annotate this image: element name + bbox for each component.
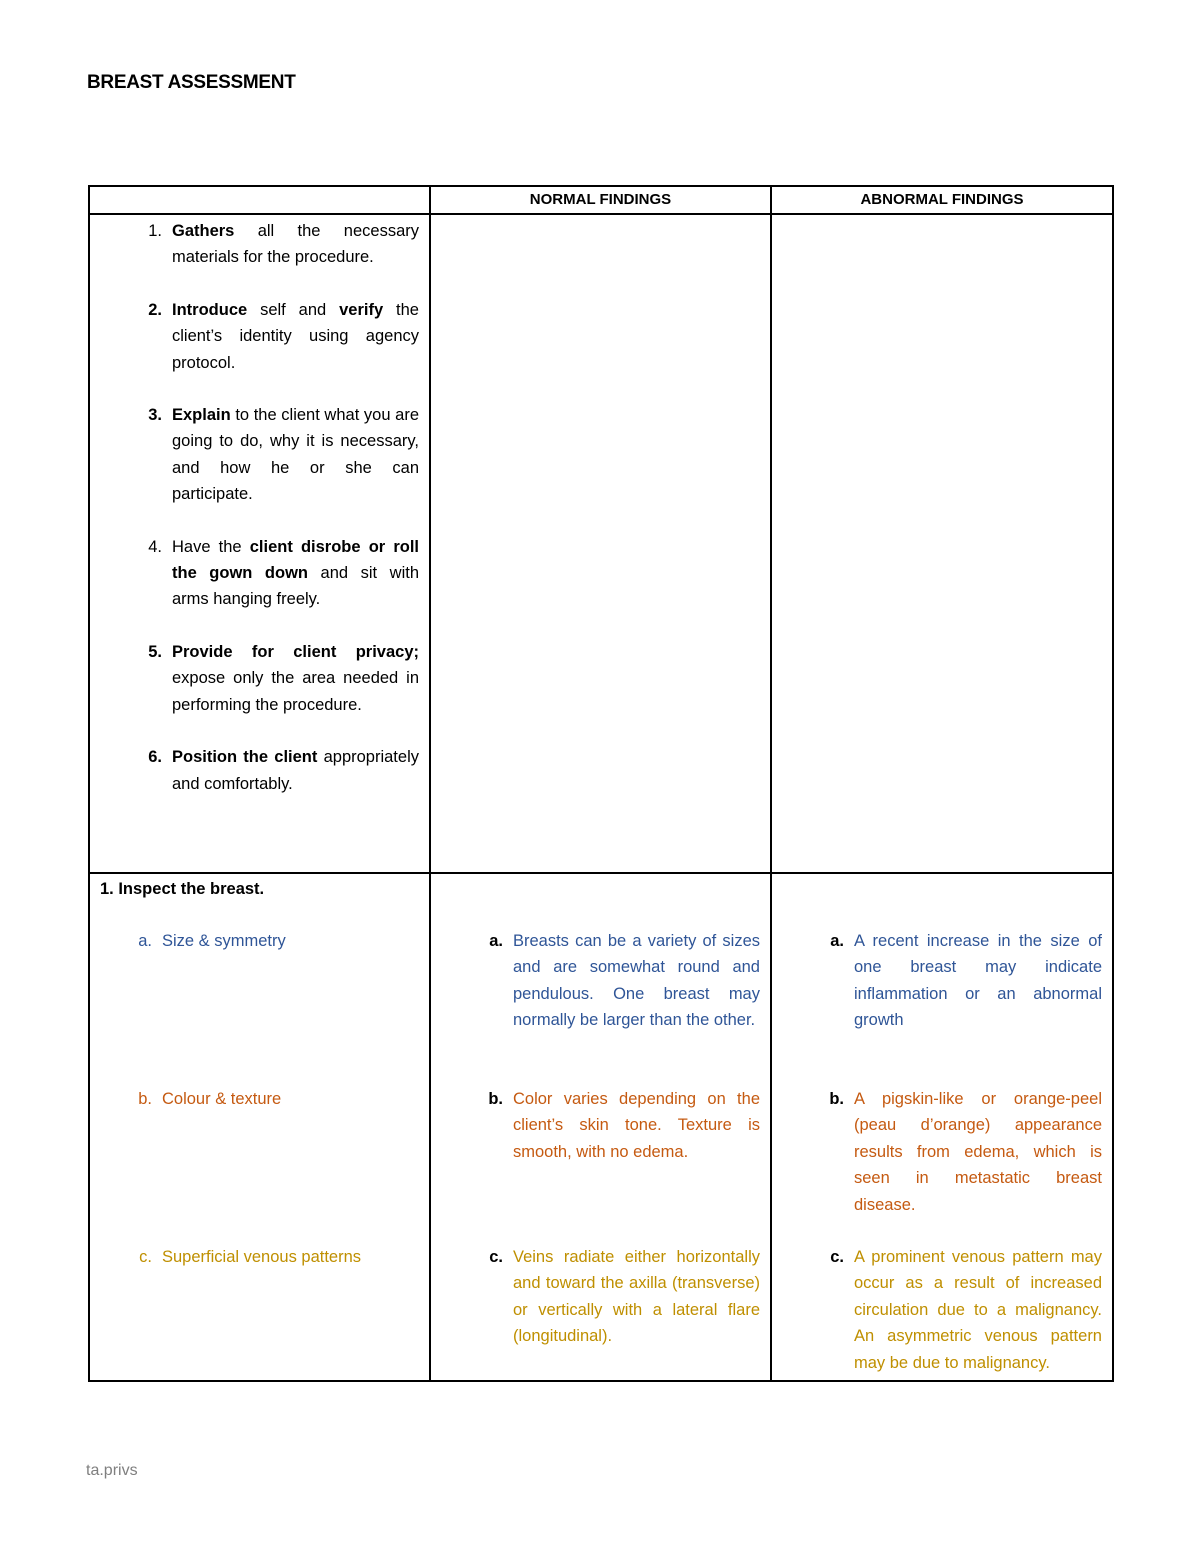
- step-text: Gathers all the necessary materials for the procedure.: [172, 222, 419, 267]
- inspection-steps-cell: [89, 873, 430, 1381]
- prep-step: [100, 218, 419, 271]
- prep-step: [100, 744, 419, 797]
- inspection-row: [89, 873, 1113, 1381]
- step-text: Provide for client privacy; expose only the area needed in performing the procedure.: [172, 642, 419, 714]
- prep-step: [100, 402, 419, 508]
- step-text: Have the client disrobe or roll the gown down and sit with arms hanging freely.: [172, 537, 420, 609]
- step-number: 5.: [148, 642, 162, 661]
- item-label: Superficial venous patterns: [162, 1248, 362, 1267]
- item-label: Colour & texture: [162, 1090, 282, 1109]
- step-number: 3.: [148, 406, 162, 425]
- prep-step: [100, 297, 419, 376]
- step-number: 4.: [148, 537, 162, 556]
- inspection-normal-cell: [430, 873, 771, 1381]
- table-header-row: [89, 186, 1113, 214]
- item-label: Size & symmetry: [162, 932, 286, 951]
- footer-watermark: ta.privs: [86, 1462, 138, 1479]
- step-text: Explain to the client what you are going to do, why it is necessary, and how he or she can participate.: [172, 406, 419, 504]
- item-letter: a.: [138, 932, 152, 951]
- inspection-item-size: [90, 928, 429, 1060]
- preparation-normal-cell: [430, 214, 771, 873]
- abnormal-findings-header: ABNORMAL FINDINGS: [771, 186, 1113, 214]
- inspection-heading: 1. Inspect the breast.: [100, 880, 265, 898]
- item-letter: b.: [138, 1090, 152, 1109]
- step-number: 1.: [148, 222, 162, 240]
- abnormal-finding-size: a. A recent increase in the size of one breast may indicate inflammation or an abnormal growth: [830, 932, 1102, 1030]
- step-number: 2.: [148, 300, 162, 319]
- item-letter: c.: [139, 1248, 152, 1267]
- preparation-abnormal-cell: [771, 214, 1113, 873]
- document-title: BREAST ASSESSMENT: [87, 72, 296, 93]
- inspection-abnormal-cell: [771, 873, 1113, 1381]
- procedure-column-header: [89, 186, 430, 214]
- inspection-item-colour: [90, 1086, 429, 1218]
- step-text: Position the client appropriately and comfortably.: [172, 748, 419, 793]
- preparation-steps-cell: [89, 214, 430, 873]
- normal-finding-colour: b. Color varies depending on the client’s skin tone. Texture is smooth, with no edema.: [488, 1090, 760, 1161]
- step-text: Introduce self and verify the client’s identity using agency protocol.: [172, 300, 419, 372]
- preparation-row: [89, 214, 1113, 873]
- abnormal-finding-venous: c. A prominent venous pattern may occur as a result of increased circulation due to a malignancy. An asymmetric venous pattern may be due to malignancy.: [830, 1248, 1102, 1372]
- prep-step: [100, 534, 419, 613]
- step-number: 6.: [148, 748, 162, 767]
- inspection-item-venous: [90, 1244, 429, 1270]
- assessment-table: [88, 185, 1114, 1382]
- normal-findings-header: NORMAL FINDINGS: [430, 186, 771, 214]
- abnormal-finding-colour: b. A pigskin-like or orange-peel (peau d’orange) appearance results from edema, which is seen in metastatic breast disease.: [829, 1090, 1102, 1214]
- prep-step: [100, 639, 419, 718]
- normal-finding-size: a. Breasts can be a variety of sizes and are somewhat round and pendulous. One breast may normally be larger than the other.: [489, 932, 760, 1030]
- normal-finding-venous: c. Veins radiate either horizontally and toward the axilla (transverse) or vertically with a lateral flare (longitudinal).: [489, 1248, 760, 1346]
